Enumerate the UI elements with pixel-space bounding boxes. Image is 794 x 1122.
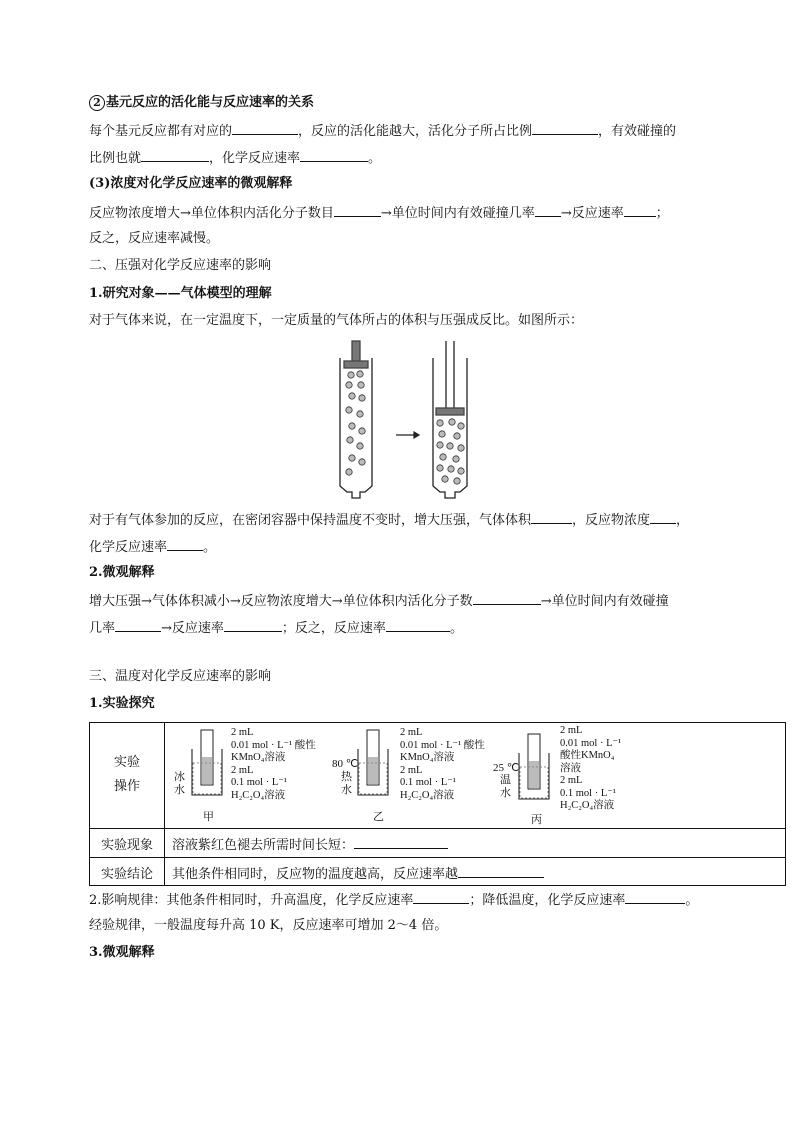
- reagent-list: [560, 725, 621, 813]
- text: ，反应的活化能越大，活化分子所占比例: [298, 124, 533, 139]
- fill-blank[interactable]: [624, 203, 656, 217]
- bath-text: 冰: [174, 771, 185, 783]
- reagent-text: 2 mL: [231, 727, 254, 738]
- row-head-operation: [90, 751, 164, 799]
- reagent-text: H₂C₂O₄溶液: [560, 800, 615, 811]
- text: 。: [449, 621, 463, 636]
- reagent-list: [231, 727, 316, 802]
- experiment-table: [89, 722, 786, 886]
- text-line-3: [89, 203, 669, 223]
- reagent-text: 2 mL: [400, 727, 423, 738]
- reagent-text: 0.01 mol · L⁻¹ 酸性: [231, 739, 316, 751]
- text: →单位时间内有效碰撞几率: [380, 206, 535, 221]
- phenomenon-cell: [172, 834, 448, 853]
- fill-blank[interactable]: [650, 510, 676, 524]
- text: →反应速率: [161, 621, 224, 636]
- beaker-icon: [517, 733, 551, 803]
- row-head-text: 实验: [113, 755, 140, 770]
- row-head-phenomenon: 实验现象: [100, 838, 153, 853]
- text-line-11: 经验规律，一般温度每升高 10 K，反应速率可增加 2～4 倍。: [89, 918, 448, 933]
- fill-blank[interactable]: [300, 148, 368, 162]
- text: ；反之，反应速率: [281, 621, 386, 636]
- fill-blank[interactable]: [531, 510, 572, 524]
- text: 增大压强→气体体积减小→反应物浓度增大→单位体积内活化分子数: [89, 594, 473, 609]
- text-line-10: [89, 890, 698, 910]
- text: ，有效碰撞的: [598, 124, 677, 139]
- text-line-4: 反之，反应速率减慢。: [89, 231, 220, 246]
- text: 每个基元反应都有对应的: [89, 124, 233, 139]
- subsection-title-3: (3)浓度对化学反应速率的微观解释: [89, 176, 293, 191]
- fill-blank[interactable]: [354, 835, 448, 849]
- molecules-right: [437, 419, 464, 484]
- fill-blank[interactable]: [535, 203, 561, 217]
- reagent-text: 2 mL: [400, 764, 423, 776]
- row-head-conclusion: 实验结论: [100, 867, 153, 882]
- fill-blank[interactable]: [532, 121, 598, 135]
- fill-blank[interactable]: [334, 203, 381, 217]
- section-2-title: 二、压强对化学反应速率的影响: [89, 258, 272, 273]
- section-2-item-2: 2.微观解释: [89, 565, 155, 580]
- fill-blank[interactable]: [413, 890, 469, 904]
- text-line-7: [89, 537, 216, 557]
- bath-text: 水: [341, 784, 352, 796]
- bath-text: 水: [174, 784, 185, 796]
- bath-label: [174, 771, 185, 797]
- text: 几率: [89, 621, 116, 636]
- reagent-list: [400, 727, 485, 802]
- reagent-text: KMnO₄溶液: [400, 752, 455, 763]
- text: 比例也就: [89, 151, 142, 166]
- text: 。: [203, 540, 217, 555]
- text: 对于有气体参加的反应，在密闭容器中保持温度不变时，增大压强，气体体积: [89, 513, 532, 528]
- beaker-icon: [190, 729, 224, 799]
- fill-blank[interactable]: [386, 618, 450, 632]
- cell-text: 其他条件相同时，反应物的温度越高，反应速率越: [172, 867, 459, 882]
- experiment-label: 甲: [203, 811, 214, 823]
- circled-number: 2: [89, 95, 105, 111]
- bath-label: [341, 771, 352, 797]
- molecules-left: [346, 371, 365, 475]
- bath-text: 水: [500, 787, 511, 799]
- subsection-title-text: 基元反应的活化能与反应速率的关系: [106, 95, 315, 110]
- fill-blank[interactable]: [167, 537, 203, 551]
- text-line-8: [89, 591, 669, 611]
- reagent-text: 0.01 mol · L⁻¹ 酸性: [400, 739, 485, 751]
- reagent-text: H₂C₂O₄溶液: [400, 789, 455, 801]
- section-3-item-3: 3.微观解释: [89, 945, 155, 960]
- text: →单位时间内有效碰撞: [540, 594, 669, 609]
- fill-blank[interactable]: [473, 591, 541, 605]
- text-line-6: [89, 510, 689, 530]
- reagent-text: 溶液: [560, 762, 581, 774]
- bath-text: 温: [500, 774, 511, 786]
- experiment-label: 丙: [531, 814, 542, 826]
- text-line-1: [89, 121, 676, 141]
- text-line-5: 对于气体来说，在一定温度下，一定质量的气体所占的体积与压强成反比。如图所示：: [89, 313, 584, 328]
- text: ；降低温度，化学反应速率: [469, 893, 626, 908]
- cell-text: 溶液紫红色褪去所需时间长短：: [172, 838, 355, 853]
- reagent-text: 2 mL: [560, 775, 583, 786]
- text: 反应物浓度增大→单位体积内活化分子数目: [89, 206, 334, 221]
- section-2-item-1: 1.研究对象——气体模型的理解: [89, 286, 272, 301]
- text: →反应速率: [560, 206, 624, 221]
- row-head-text: 操作: [113, 779, 140, 794]
- text: 化学反应速率: [89, 540, 168, 555]
- reagent-text: 2 mL: [560, 725, 583, 736]
- fill-blank[interactable]: [232, 121, 298, 135]
- text: ，反应物浓度: [572, 513, 651, 528]
- arrow-between: [396, 432, 419, 438]
- fill-blank[interactable]: [224, 618, 282, 632]
- reagent-text: 0.1 mol · L⁻¹: [231, 777, 287, 788]
- reagent-text: 0.1 mol · L⁻¹: [400, 777, 456, 788]
- reagent-text: 2 mL: [231, 764, 254, 776]
- text: ，: [676, 513, 690, 528]
- experiment-label: 乙: [373, 811, 384, 823]
- cylinder-left: [340, 341, 372, 498]
- bath-text: 热: [341, 771, 352, 783]
- beaker-icon: [356, 729, 390, 799]
- reagent-text: H₂C₂O₄溶液: [231, 789, 286, 801]
- conclusion-cell: [172, 863, 544, 882]
- text: 。: [368, 151, 382, 166]
- text: 。: [685, 893, 699, 908]
- text: ；: [655, 206, 669, 221]
- reagent-text: 0.01 mol · L⁻¹: [560, 737, 622, 749]
- bath-label: [500, 774, 511, 800]
- text: 2.影响规律：其他条件相同时，升高温度，化学反应速率: [89, 893, 414, 908]
- reagent-text: 酸性KMnO₄: [560, 750, 615, 761]
- fill-blank[interactable]: [458, 864, 544, 878]
- temperature-label: 80 ℃: [332, 758, 359, 770]
- text-line-2: [89, 148, 381, 168]
- section-3-title: 三、温度对化学反应速率的影响: [89, 669, 272, 684]
- fill-blank[interactable]: [115, 618, 161, 632]
- reagent-text: KMnO₄溶液: [231, 752, 286, 763]
- reagent-text: 0.1 mol · L⁻¹: [560, 787, 616, 799]
- text: ，化学反应速率: [209, 151, 301, 166]
- fill-blank[interactable]: [625, 890, 685, 904]
- temperature-label: 25 ℃: [493, 762, 520, 774]
- gas-piston-figure: [330, 338, 480, 502]
- fill-blank[interactable]: [141, 148, 209, 162]
- text-line-9: [89, 618, 463, 638]
- subsection-title-2: [89, 94, 314, 112]
- section-3-item-1: 1.实验探究: [89, 696, 155, 711]
